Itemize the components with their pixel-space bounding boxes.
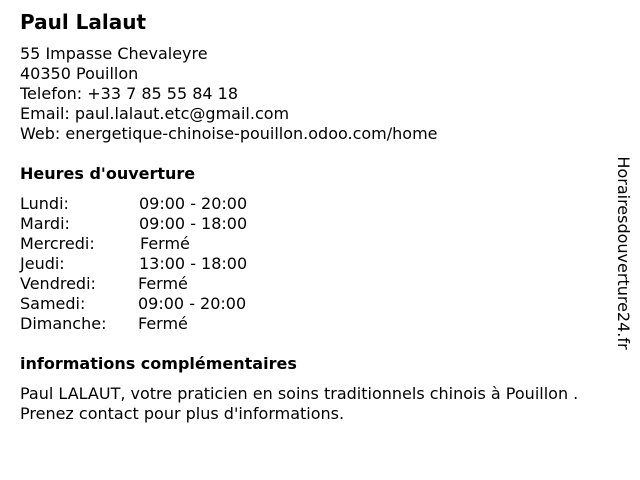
hours-heading: Heures d'ouverture [20,164,196,183]
day-label: Jeudi: [20,254,65,273]
contact-block [20,44,438,144]
day-label: Vendredi: [20,274,96,293]
info-heading: informations complémentaires [20,354,297,373]
day-label: Lundi: [20,194,69,213]
web-line: Web: energetique-chinoise-pouillon.odoo.com/home [20,124,438,143]
business-name: Paul Lalaut [20,10,147,34]
phone-line: Telefon: +33 7 85 55 84 18 [20,84,239,103]
time-value: 09:00 - 18:00 [139,214,248,233]
day-label: Mercredi: [20,234,95,253]
time-value: Fermé [138,314,188,333]
email-line: Email: paul.lalaut.etc@gmail.com [20,104,290,123]
day-label: Samedi: [20,294,86,313]
address-city: 40350 Pouillon [20,64,139,83]
day-label: Mardi: [20,214,70,233]
time-value: 09:00 - 20:00 [138,294,247,313]
day-label: Dimanche: [20,314,107,333]
time-value: 09:00 - 20:00 [139,194,248,213]
site-brand-vertical: Horairesdouverture24.fr [614,156,633,350]
time-value: 13:00 - 18:00 [139,254,248,273]
info-description: Paul LALAUT, votre praticien en soins traditionnels chinois à Pouillon . Prenez contact pour plus d'informations. [20,384,579,423]
address-street: 55 Impasse Chevaleyre [20,44,208,63]
time-value: Fermé [140,234,190,253]
time-value: Fermé [138,274,188,293]
